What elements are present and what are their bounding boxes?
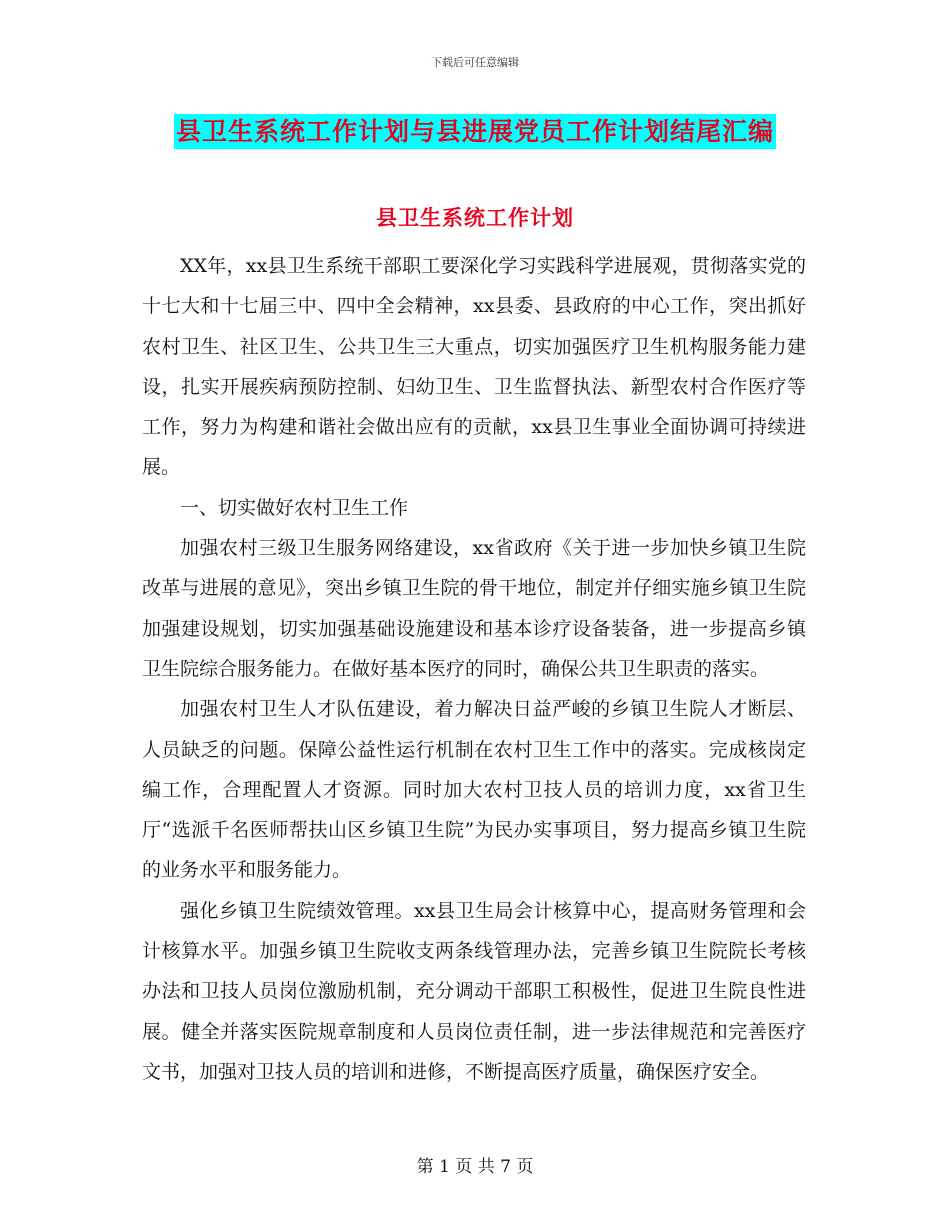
paragraph-talent: 加强农村卫生人才队伍建设，着力解决日益严峻的乡镇卫生院人才断层、人员缺乏的问题。保障公益性运行机制在农村卫生工作中的落实。完成核岗定编工作，合理配置人才资源。同时加大农村卫技人员的培训力度，xx省卫生厅“选派千名医师帮扶山区乡镇卫生院”为民办实事项目，努力提高乡镇卫生院的业务水平和服务能力。 [142,698,806,882]
paragraph-network: 加强农村三级卫生服务网络建设，xx省政府《关于进一步加快乡镇卫生院改革与进展的意见》，突出乡镇卫生院的骨干地位，制定并仔细实施乡镇卫生院加强建设规划，切实加强基础设施建设和基本诊疗设备装备，进一步提高乡镇卫生院综合服务能力。在做好基本医疗的同时，确保公共卫生职责的落实。 [142,537,806,680]
page-footer: 第 1 页 共 7 页 [416,1157,534,1177]
section-title: 县卫生系统工作计划 [376,205,574,230]
document-title-text: 县卫生系统工作计划与县进展党员工作计划结尾汇编 [174,114,776,149]
paragraph-intro: XX年，xx县卫生系统干部职工要深化学习实践科学进展观，贯彻落实党的十七大和十七届三中、四中全会精神，xx县委、县政府的中心工作，突出抓好农村卫生、社区卫生、公共卫生三大重点，切实加强医疗卫生机构服务能力建设，扎实开展疾病预防控制、妇幼卫生、卫生监督执法、新型农村合作医疗等工作，努力为构建和谐社会做出应有的贡献，xx县卫生事业全面协调可持续进展。 [142,255,806,479]
subheading-rural-health: 一、切实做好农村卫生工作 [180,496,409,519]
document-body [142,246,806,1092]
document-title [0,112,950,148]
paragraph-performance: 强化乡镇卫生院绩效管理。xx县卫生局会计核算中心，提高财务管理和会计核算水平。加强乡镇卫生院收支两条线管理办法，完善乡镇卫生院院长考核办法和卫技人员岗位激励机制，充分调动干部职工积极性，促进卫生院良性进展。健全并落实医院规章制度和人员岗位责任制，进一步法律规范和完善医疗文书，加强对卫技人员的培训和进修，不断提高医疗质量，确保医疗安全。 [142,899,806,1083]
header-note: 下载后可任意编辑 [431,56,519,69]
